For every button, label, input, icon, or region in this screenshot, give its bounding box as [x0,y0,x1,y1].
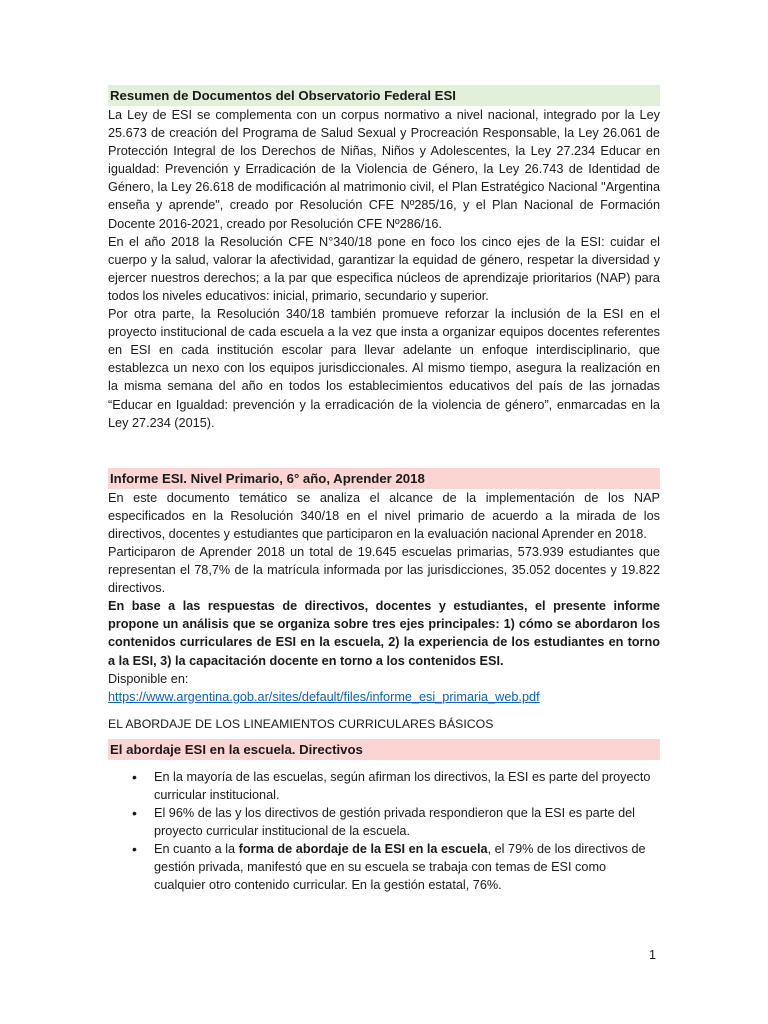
informe-pdf-link[interactable]: https://www.argentina.gob.ar/sites/default/files/informe_esi_primaria_web.pdf [108,689,540,704]
available-label: Disponible en: [108,671,189,686]
bullet-icon: • [132,805,137,821]
paragraph-ejes-principales: En base a las respuestas de directivos, docentes y estudiantes, el presente informe propone un análisis que se organiza sobre tres ejes principales: 1) cómo se abordaron los contenidos curriculares de ESI en la escuela, 2) la experiencia de los estudiantes en torno a la ESI, 3) la capacitación docente en torno a los contenidos ESI. [108,599,660,668]
bullet-text-pre: En cuanto a la [154,842,239,857]
bullet-text: En la mayoría de las escuelas, según afirman los directivos, la ESI es parte del proyecto curricular institucional. [154,769,651,802]
caps-title-lineamientos: EL ABORDAJE DE LOS LINEAMIENTOS CURRICULARES BÁSICOS [108,716,494,731]
bullet-text-bold: forma de abordaje de la ESI en la escuela [238,842,488,857]
paragraph-resolucion-340: En el año 2018 la Resolución CFE N°340/18 pone en foco los cinco ejes de la ESI: cuidar el cuerpo y la salud, valorar la afectividad, garantizar la equidad de género, respetar la diversidad y ejercer nuestros derechos; a la par que especifica núcleos de aprendizaje prioritarios (NAP) para todos los niveles educativos: inicial, primario, secundario y superior. [108,234,660,303]
paragraph-participaron: Participaron de Aprender 2018 un total de 19.645 escuelas primarias, 573.939 estudiantes que representan el 78,7% de la matrícula informada por las jurisdicciones, 35.052 docentes y 19.822 directivos. [108,544,660,596]
page-content [108,85,660,894]
bullet-icon: • [132,841,137,858]
bullet-text: El 96% de las y los directivos de gestión privada respondieron que la ESI es parte del proyecto curricular institucional de la escuela. [154,806,635,839]
paragraph-otra-parte: Por otra parte, la Resolución 340/18 también promueve reforzar la inclusión de la ESI en el proyecto institucional de cada escuela a la vez que insta a organizar equipos docentes referentes en ESI en cada institución escolar para llevar adelante un enfoque interdisciplinario, que establezca un nexo con los equipos jurisdiccionales. Al mismo tiempo, asegura la realización en la misma semana del año en todos los establecimientos educativos del país de las jornadas “Educar en Igualdad: prevención y la erradicación de la violencia de género”, enmarcadas en la Ley 27.234 (2015). [108,307,660,430]
subheading-directivos: El abordaje ESI en la escuela. Directivos [108,739,660,760]
bullet-list [108,768,660,895]
section-heading-observatorio: Resumen de Documentos del Observatorio Federal ESI [108,85,660,106]
paragraph-documento-tematico: En este documento temático se analiza el alcance de la implementación de los NAP especificados en la Resolución 340/18 en el nivel primario de acuerdo a la mirada de los directivos, docentes y estudiantes que participaron en la evaluación nacional Aprender en 2018. [108,490,660,541]
page-number: 1 [649,948,656,962]
list-item [108,840,660,894]
section-heading-informe: Informe ESI. Nivel Primario, 6° año, Aprender 2018 [108,468,660,489]
list-item [108,768,660,804]
bullet-text-post: , el 79% de los directivos de gestión privada, manifestó que en su escuela se trabaja con temas de ESI como cualquier otro contenido curricular. En la gestión estatal, 76%. [154,842,646,893]
paragraph-ley-esi: La Ley de ESI se complementa con un corpus normativo a nivel nacional, integrado por la Ley 25.673 de creación del Programa de Salud Sexual y Procreación Responsable, la Ley 26.061 de Protección Integral de los Derechos de Niñas, Niños y Adolescentes, la Ley 27.234 Educar en igualdad: Prevención y Erradicación de la Violencia de Género, la Ley 26.743 de Identidad de Género, la Ley 26.618 de modificación al matrimonio civil, el Plan Estratégico Nacional "Argentina enseña y aprende", creado por Resolución CFE Nº285/16, y el Plan Nacional de Formación Docente 2016-2021, creado por Resolución CFE Nº286/16. [108,108,660,231]
list-item [108,804,660,840]
bullet-icon: • [132,768,137,785]
